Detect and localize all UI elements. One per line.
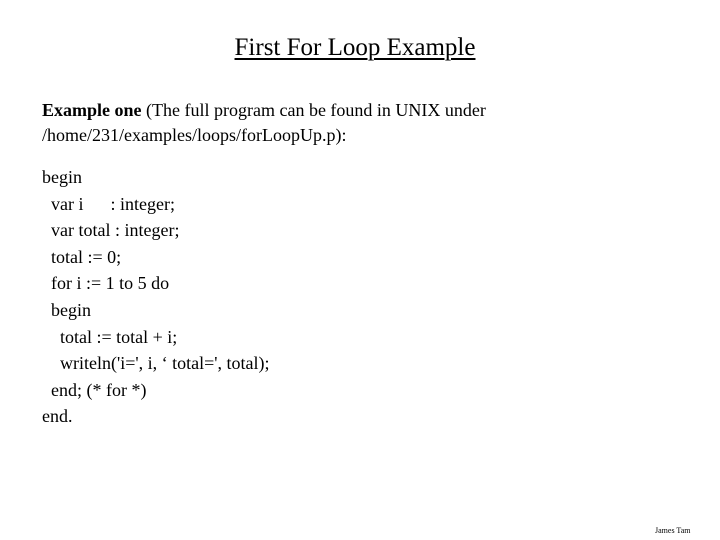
code-line: begin [42, 167, 82, 187]
author-footer: James Tam [655, 526, 691, 535]
code-line: end; (* for *) [42, 379, 147, 400]
code-line: end. [42, 406, 73, 427]
code-line: begin [42, 299, 91, 320]
slide-title: First For Loop Example [234, 34, 476, 61]
intro-line-1-rest: (The full program can be found in UNIX under [141, 100, 486, 120]
intro-text [42, 98, 682, 148]
intro-line-1 [42, 98, 682, 123]
code-line: var total : integer; [42, 220, 180, 241]
code-line: writeln('i=', i, ‘ total=', total); [42, 353, 270, 374]
code-line: for i := 1 to 5 do [42, 273, 170, 294]
code-line: var i : integer; [42, 193, 175, 214]
intro-line-2: /home/231/examples/loops/forLoopUp.p): [42, 125, 347, 145]
code-line: total := total + i; [42, 326, 178, 347]
code-block [42, 164, 682, 430]
intro-lead: Example one [42, 100, 142, 120]
code-line: total := 0; [42, 246, 122, 267]
